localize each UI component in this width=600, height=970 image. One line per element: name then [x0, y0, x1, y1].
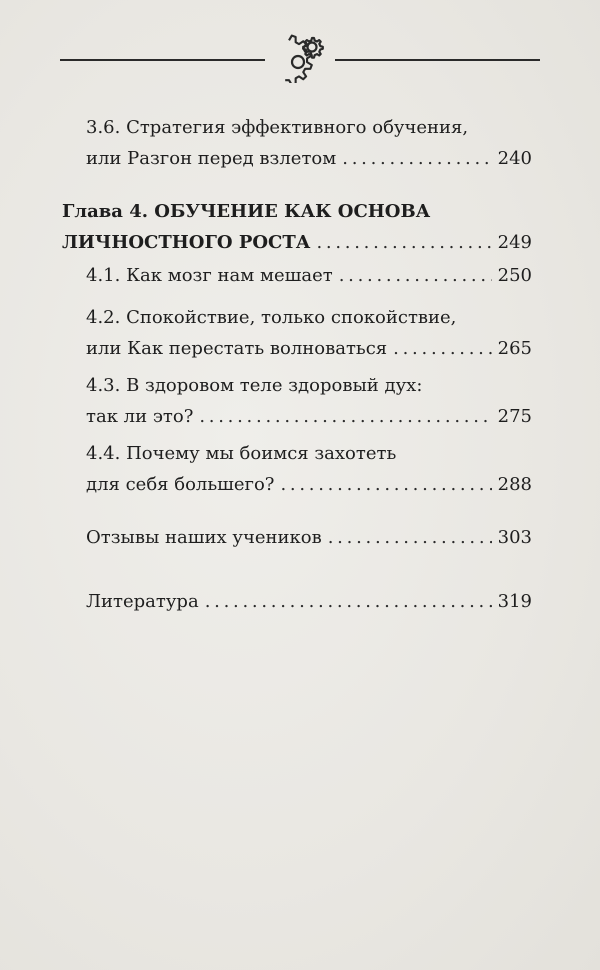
toc-page-number: 250: [497, 265, 532, 286]
toc-page-number: 288: [497, 474, 532, 495]
toc-entry-line: Литература: [86, 591, 199, 612]
toc-entry-line: 4.4. Почему мы боимся захотеть: [86, 443, 397, 464]
header-ornament: [60, 33, 540, 83]
dot-leader: [342, 143, 491, 174]
toc-page-number: 265: [497, 338, 532, 359]
gears-icon: [272, 33, 328, 83]
toc-page-number: 275: [497, 406, 532, 427]
toc-entry-line: для себя большего?: [86, 474, 275, 495]
toc-entry-line: так ли это?: [86, 406, 194, 427]
toc-entry-line: Глава 4. ОБУЧЕНИЕ КАК ОСНОВА: [62, 201, 431, 222]
toc-entry-line: ЛИЧНОСТНОГО РОСТА: [62, 232, 311, 253]
toc-entry-line: или Разгон перед взлетом: [86, 148, 337, 169]
ornament-rule-right: [335, 59, 540, 61]
toc-entry-line: Отзывы наших учеников: [86, 527, 322, 548]
toc-entry: [62, 302, 532, 364]
dot-leader: [339, 260, 492, 291]
toc-chapter-entry: [62, 196, 532, 258]
toc-entry: [62, 112, 532, 174]
toc-entry-line: 4.2. Спокойствие, только спокойствие,: [86, 307, 457, 328]
toc-entry: [62, 438, 532, 500]
dot-leader: [205, 586, 492, 617]
toc-entry-line: 4.3. В здоровом теле здоровый дух:: [86, 375, 423, 396]
dot-leader: [280, 469, 491, 500]
dot-leader: [328, 522, 492, 553]
toc-entry: [62, 586, 532, 617]
dot-leader: [316, 227, 491, 258]
toc-entry-line: 4.1. Как мозг нам мешает: [86, 265, 333, 286]
dot-leader: [393, 333, 491, 364]
toc-entry-line: или Как перестать волноваться: [86, 338, 388, 359]
toc-entry: [62, 260, 532, 291]
toc-page-number: 319: [497, 591, 532, 612]
toc-page-number: 249: [497, 232, 532, 253]
toc-entry: [62, 522, 532, 553]
ornament-rule-left: [60, 59, 265, 61]
toc-page-number: 240: [497, 148, 532, 169]
toc-page-number: 303: [497, 527, 532, 548]
toc-entry: [62, 370, 532, 432]
dot-leader: [199, 401, 491, 432]
toc-entry-line: 3.6. Стратегия эффективного обучения,: [86, 117, 469, 138]
